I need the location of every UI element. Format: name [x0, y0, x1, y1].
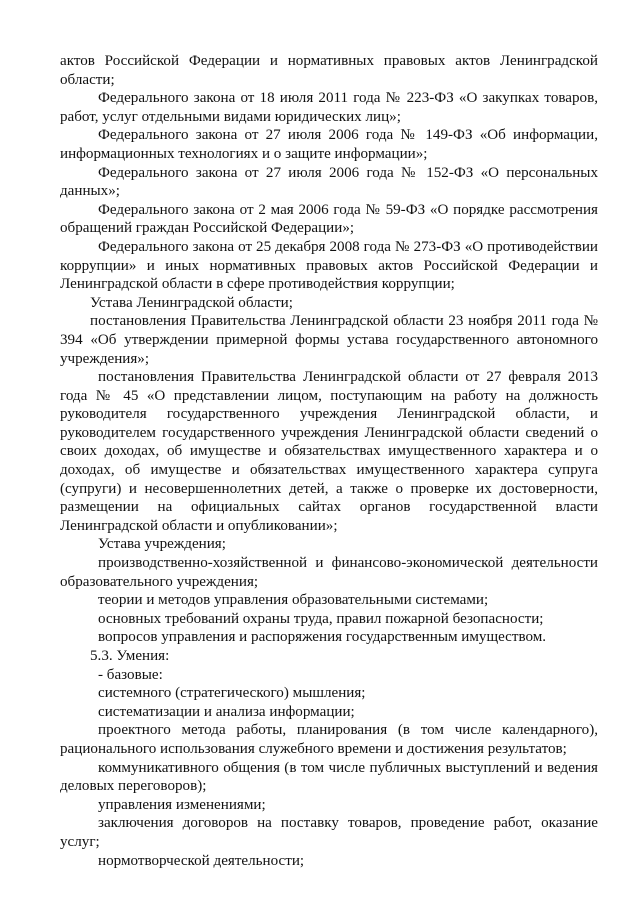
paragraph: Федерального закона от 27 июля 2006 года № 152-ФЗ «О персональных данных»;: [60, 164, 598, 200]
paragraph: производственно-хозяйственной и финансово-экономической деятельности образовательного учреждения;: [60, 555, 598, 590]
paragraph: актов Российской Федерации и нормативных правовых актов Ленинградской области;: [60, 53, 598, 88]
paragraph: проектного метода работы, планирования (в том числе календарного), рационального использования служебного времени и достижения результатов;: [60, 722, 598, 757]
paragraph: основных требований охраны труда, правил пожарной безопасности;: [98, 610, 544, 627]
paragraph: нормотворческой деятельности;: [98, 852, 305, 869]
paragraph: управления изменениями;: [98, 796, 266, 813]
paragraph: коммуникативного общения (в том числе публичных выступлений и ведения деловых переговоров);: [60, 759, 598, 795]
paragraph: Федерального закона от 27 июля 2006 года № 149-ФЗ «Об информации, информационных технологиях и о защите информации»;: [60, 127, 598, 162]
paragraph: - базовые:: [98, 666, 163, 683]
paragraph: постановления Правительства Ленинградской области 23 ноября 2011 года № 394 «Об утверждении примерной формы устава государственного автономного учреждения»;: [60, 313, 598, 367]
paragraph: систематизации и анализа информации;: [98, 703, 355, 720]
paragraph: системного (стратегического) мышления;: [98, 685, 366, 702]
paragraph: теории и методов управления образовательными системами;: [98, 592, 489, 609]
paragraph: Федерального закона от 2 мая 2006 года № 59-ФЗ «О порядке рассмотрения обращений граждан Российской Федерации»;: [60, 201, 598, 237]
paragraph: Устава Ленинградской области;: [90, 294, 293, 311]
paragraph: Федерального закона от 18 июля 2011 года № 223-ФЗ «О закупках товаров, работ, услуг отдельными видами юридических лиц»;: [60, 90, 598, 125]
paragraph: постановления Правительства Ленинградской области от 27 февраля 2013 года № 45 «О представлении лицом, поступающим на работу на должность руководителя государственного учреждения Ленинградской области, и руководителем государственного учреждения Ленинградской области сведений о своих доходах, об имуществе и обязательствах имущественного характера и о доходах, об имуществе и обязательствах имущественного характера супруга (супруги) и несовершеннолетних детей, а также о проверке их достоверности, размещении на официальных сайтах органов государственной власти Ленинградской области и опубликовании»;: [60, 369, 598, 534]
paragraph: Федерального закона от 25 декабря 2008 года № 273-ФЗ «О противодействии коррупции» и иных нормативных правовых актов Российской Федерации и Ленинградской области в сфере противодействия коррупции;: [60, 238, 598, 293]
paragraph: заключения договоров на поставку товаров, проведение работ, оказание услуг;: [60, 815, 598, 850]
paragraph: Устава учреждения;: [98, 536, 226, 553]
section-heading: 5.3. Умения:: [90, 648, 170, 664]
paragraph: вопросов управления и распоряжения государственным имуществом.: [98, 629, 547, 646]
document-page: [60, 52, 598, 870]
